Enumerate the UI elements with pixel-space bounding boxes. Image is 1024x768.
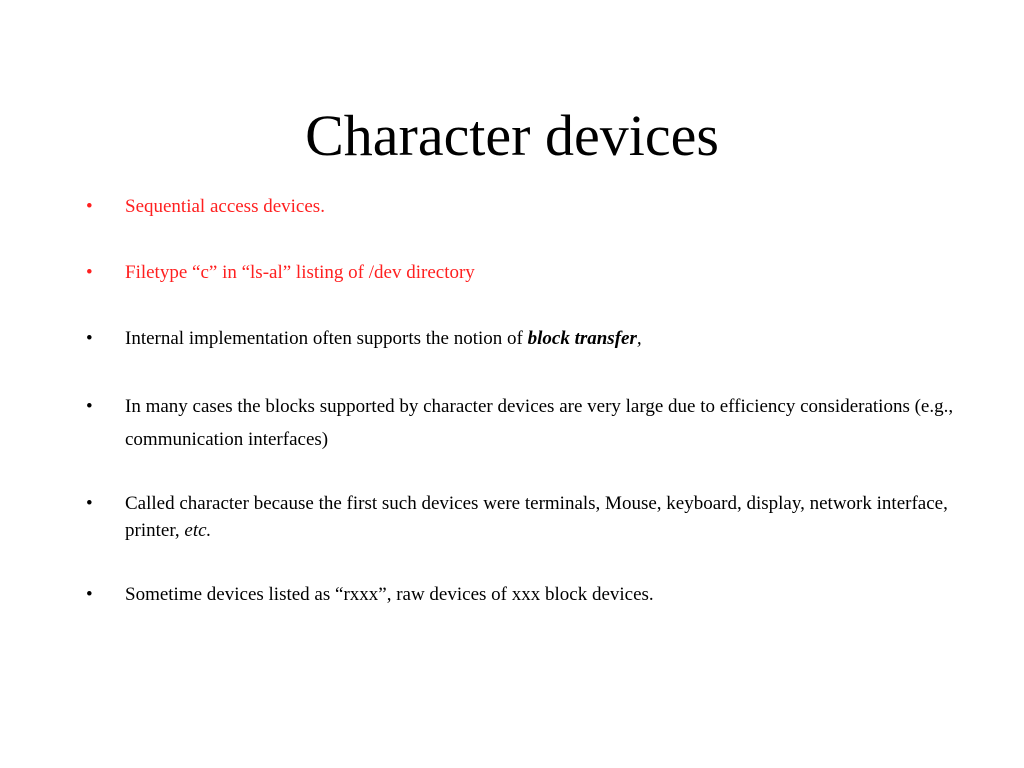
bullet-text-suffix: , [636,328,642,349]
bullet-icon: • [86,262,93,283]
bullet-item [86,580,966,610]
bullet-emphasis: etc. [184,520,212,541]
bullet-icon: • [86,328,93,349]
slide-title: Character devices [305,103,719,168]
bullet-icon: • [86,493,93,514]
bullet-text: Internal implementation often supports the notion of [125,328,528,349]
bullet-emphasis: block transfer [527,328,637,349]
bullet-text: Sometime devices listed as “rxxx”, raw devices of xxx block devices. [125,584,654,605]
bullet-text: Called character because the first such devices were terminals, Mouse, keyboard, display, network interface, printer, [125,493,948,541]
bullet-icon: • [86,196,93,217]
bullet-icon: • [86,396,93,417]
bullet-item [86,192,966,222]
bullet-item [86,490,966,544]
bullet-item [86,390,966,456]
bullet-list [86,192,966,644]
bullet-text: Filetype “c” in “ls-al” listing of /dev directory [125,262,475,283]
bullet-icon: • [86,584,93,605]
bullet-text: In many cases the blocks supported by character devices are very large due to efficiency considerations (e.g., communication interfaces) [125,396,954,450]
bullet-item [86,258,966,288]
bullet-text: Sequential access devices. [125,196,325,217]
bullet-item [86,324,966,354]
